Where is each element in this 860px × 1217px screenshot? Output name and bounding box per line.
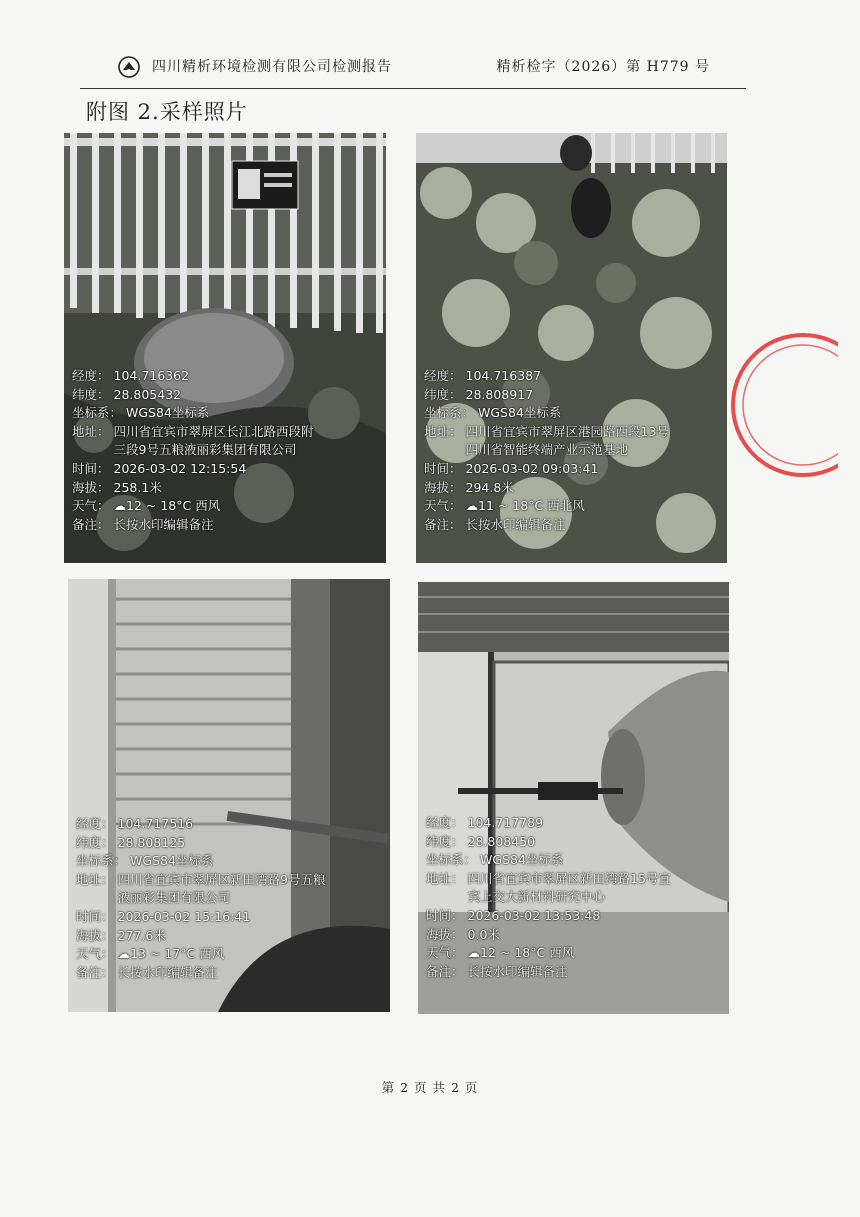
address: 四川省宜宾市翠屏区新田湾路15号宜宾上交大新材料研究中心 — [467, 870, 671, 905]
latitude: 28.808450 — [467, 833, 536, 849]
coordinate-system: WGS84坐标系 — [126, 405, 210, 421]
cloud-icon: ☁ — [113, 498, 127, 514]
company-logo-icon — [118, 56, 140, 78]
latitude: 28.805432 — [113, 386, 182, 402]
longitude: 104.717516 — [117, 816, 194, 831]
address: 四川省宜宾市翠屏区新田湾路9号五粮液丽彩集团有限公司 — [117, 871, 326, 906]
longitude: 104.716387 — [465, 368, 542, 383]
header-divider — [80, 88, 746, 89]
company-name: 四川精析环境检测有限公司检测报告 — [152, 59, 392, 75]
note: 长按水印编辑备注 — [117, 964, 218, 980]
company-seal-icon — [718, 330, 838, 480]
photo-watermark: 经度： 104.717789 纬度： 28.808450 坐标系： WGS84坐标系 地址： 四川省宜宾市翠屏区新田湾路15号宜宾上交大新材料研究中心 时间： 2026-03-02 13:53:48 海拔： 0.0米 天气： ☁ 12 ~ 18°C 西风 备注： 长按水印编辑备注 — [426, 814, 678, 981]
altitude: 294.8米 — [465, 479, 514, 495]
altitude: 277.6米 — [117, 927, 166, 943]
note: 长按水印编辑备注 — [465, 516, 566, 532]
report-header — [118, 52, 746, 86]
weather: 12 ~ 18°C 西风 — [480, 945, 575, 961]
note: 长按水印编辑备注 — [113, 516, 214, 532]
altitude: 258.1米 — [113, 479, 162, 495]
page-title: 附图 2.采样照片 — [86, 100, 248, 124]
cloud-icon: ☁ — [467, 945, 481, 961]
cloud-icon: ☁ — [465, 498, 479, 514]
coordinate-system: WGS84坐标系 — [130, 853, 214, 869]
cloud-icon: ☁ — [117, 946, 131, 962]
altitude: 0.0米 — [467, 926, 500, 942]
longitude: 104.716362 — [113, 368, 190, 383]
latitude: 28.808917 — [465, 386, 534, 402]
timestamp: 2026-03-02 13:53:48 — [467, 907, 601, 923]
address: 四川省宜宾市翠屏区港园路西段13号四川省智能终端产业示范基地 — [465, 423, 669, 458]
coordinate-system: WGS84坐标系 — [478, 405, 562, 421]
longitude: 104.717789 — [467, 815, 544, 830]
photo-watermark: 经度： 104.716387 纬度： 28.808917 坐标系： WGS84坐标系 地址： 四川省宜宾市翠屏区港园路西段13号四川省智能终端产业示范基地 时间： 2026-03-02 09:03:41 海拔： 294.8米 天气： ☁ 11 ~ 18°C 西北风 备注： 长按水印编辑备注 — [424, 367, 676, 534]
latitude: 28.808125 — [117, 834, 186, 850]
timestamp: 2026-03-02 15:16:41 — [117, 908, 251, 924]
coordinate-system: WGS84坐标系 — [480, 852, 564, 868]
weather: 13 ~ 17°C 西风 — [130, 946, 225, 962]
sampling-photo-4 — [418, 582, 729, 1014]
photo-watermark: 经度： 104.716362 纬度： 28.805432 坐标系： WGS84坐标系 地址： 四川省宜宾市翠屏区长江北路西段附三段9号五粮液丽彩集团有限公司 时间： 2026-03-02 12:15:54 海拔： 258.1米 天气： ☁ 12 ~ 18°C 西风 备注： 长按水印编辑备注 — [72, 367, 324, 534]
timestamp: 2026-03-02 12:15:54 — [113, 460, 247, 476]
sampling-photo-1 — [64, 133, 386, 563]
weather: 12 ~ 18°C 西风 — [126, 498, 221, 514]
photo-watermark: 经度： 104.717516 纬度： 28.808125 坐标系： WGS84坐标系 地址： 四川省宜宾市翠屏区新田湾路9号五粮液丽彩集团有限公司 时间： 2026-03-02 15:16:41 海拔： 277.6米 天气： ☁ 13 ~ 17°C 西风 备注： 长按水印编辑备注 — [76, 815, 328, 982]
weather: 11 ~ 18°C 西北风 — [478, 498, 585, 514]
note: 长按水印编辑备注 — [467, 963, 568, 979]
report-number: 精析检字（2026）第 H779 号 — [496, 59, 710, 75]
sampling-photo-2 — [416, 133, 727, 563]
page-number: 第 2 页 共 2 页 — [381, 1080, 479, 1095]
address: 四川省宜宾市翠屏区长江北路西段附三段9号五粮液丽彩集团有限公司 — [113, 423, 314, 458]
sampling-photo-3 — [68, 579, 390, 1012]
timestamp: 2026-03-02 09:03:41 — [465, 460, 599, 476]
